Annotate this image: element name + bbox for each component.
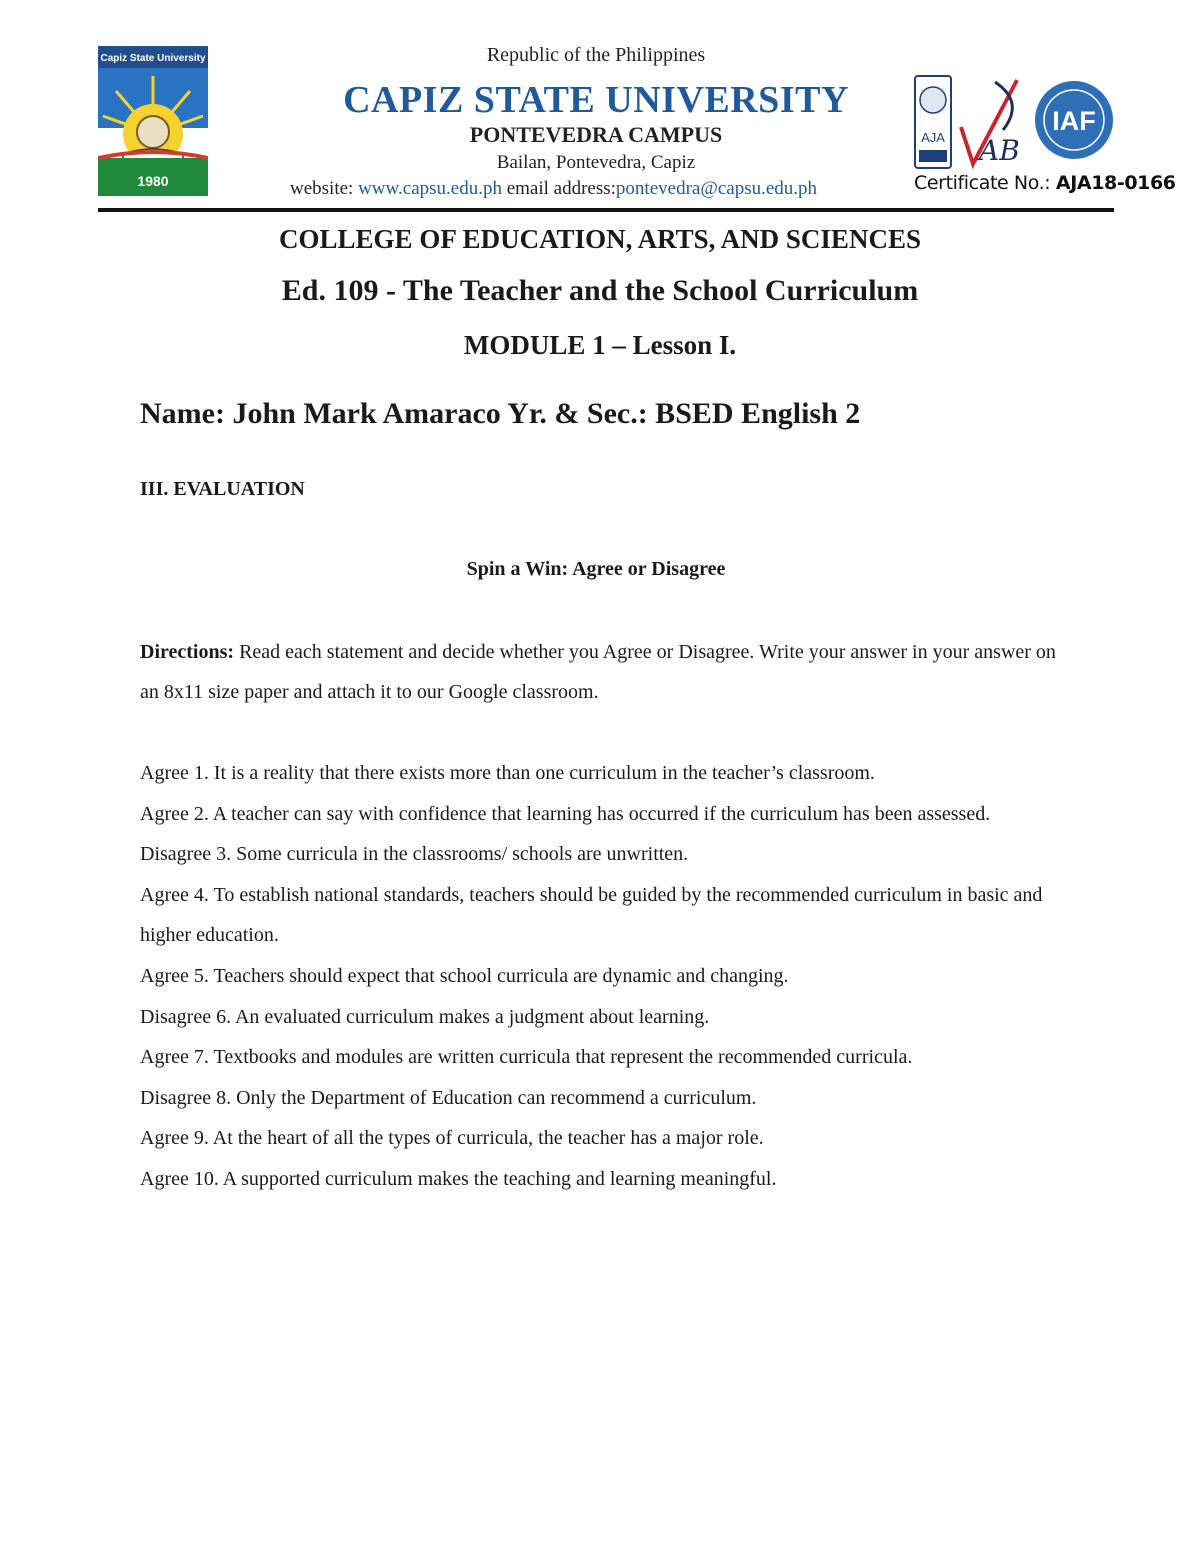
answer-item: Disagree 3. Some curricula in the classrooms/ schools are unwritten. [140,843,689,866]
certificate-value: AJA18-0166 [1055,172,1176,194]
logo-university-text: Capiz State University [100,53,206,64]
website-label: website: [290,178,359,199]
answer-item: Agree 1. It is a reality that there exists more than one curriculum in the teacher’s classroom. [140,762,875,784]
answer-item: Agree 5. Teachers should expect that school curricula are dynamic and changing. [140,964,789,987]
directions-label: Directions: [140,641,235,663]
header-address: Bailan, Pontevedra, Capiz [496,152,696,173]
answer-item: Disagree 8. Only the Department of Education can recommend a curriculum. [140,1086,757,1109]
directions-paragraph [140,632,1070,712]
answer-item: Agree 9. At the heart of all the types of curricula, the teacher has a major role. [140,1127,764,1150]
module-title: MODULE 1 – Lesson I. [463,330,737,360]
header-republic: Republic of the Philippines [486,44,706,66]
section-heading: III. EVALUATION [140,478,305,500]
header-university-name: CAPIZ STATE UNIVERSITY [343,79,849,121]
website-link[interactable]: www.capsu.edu.ph [358,178,502,199]
email-link[interactable]: pontevedra@capsu.edu.ph [615,178,818,199]
logo-year: 1980 [137,173,169,189]
email-label: email address: [501,178,616,199]
answer-item: Agree 7. Textbooks and modules are written curricula that represent the recommended curricula. [140,1046,913,1069]
college-title: COLLEGE OF EDUCATION, ARTS, AND SCIENCES [279,224,921,254]
course-title: Ed. 109 - The Teacher and the School Curriculum [281,274,919,307]
header-contact-line [290,178,817,200]
answer-item: Disagree 6. An evaluated curriculum makes a judgment about learning. [140,1005,710,1028]
student-name-line: Name: John Mark Amaraco Yr. & Sec.: BSED English 2 [140,397,861,430]
header-divider [98,208,1114,212]
certificate-label: Certificate No.: [914,172,1056,194]
ab-badge-text: AB [979,134,1020,167]
aja-badge-text: AJA [921,130,945,145]
answer-list [140,753,1070,1200]
certificate-number [914,172,1176,194]
directions-text: Read each statement and decide whether you Agree or Disagree. Write your answer in your answer on an 8x11 size paper and attach it to our Google classroom. [140,641,1056,703]
answer-item: Agree 10. A supported curriculum makes the teaching and learning meaningful. [140,1167,777,1190]
answer-item: Agree 4. To establish national standards, teachers should be guided by the recommended curriculum in basic and higher education. [140,883,1043,947]
header-campus: PONTEVEDRA CAMPUS [469,122,723,147]
iaf-badge-text: IAF [1052,106,1096,136]
answer-item: Agree 2. A teacher can say with confidence that learning has occurred if the curriculum has been assessed. [140,802,991,825]
activity-title: Spin a Win: Agree or Disagree [466,558,726,580]
